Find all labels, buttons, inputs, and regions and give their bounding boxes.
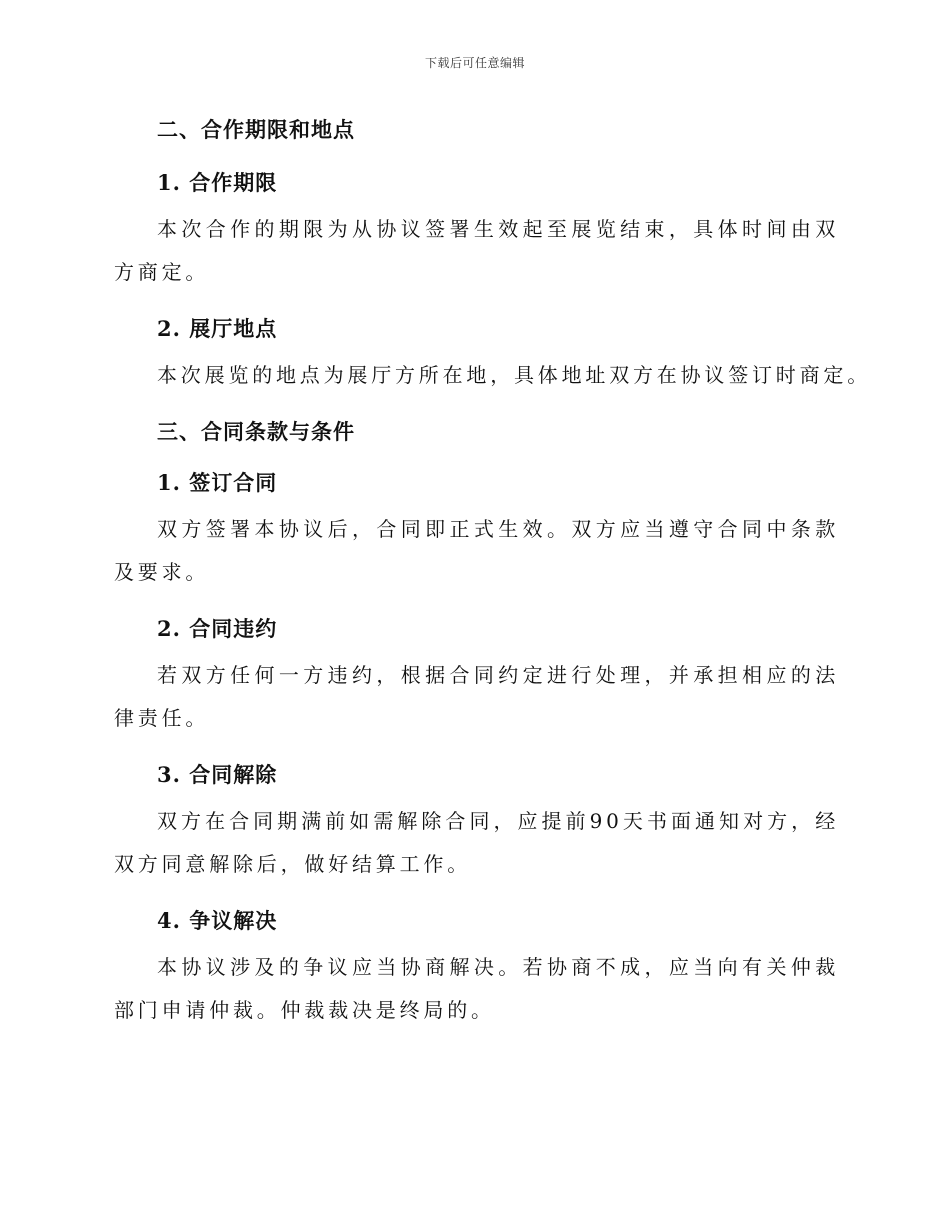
paragraph: 双方签署本协议后，合同即正式生效。双方应当遵守合同中条款及要求。	[114, 517, 839, 584]
section-heading: 三、合同条款与条件	[157, 419, 355, 444]
paragraph: 本次展览的地点为展厅方所在地，具体地址双方在协议签订时商定。	[157, 363, 871, 387]
subsection-heading: 2. 展厅地点	[157, 316, 278, 341]
subsection-heading: 4. 争议解决	[157, 908, 278, 933]
paragraph: 双方在合同期满前如需解除合同，应提前90天书面通知对方，经双方同意解除后，做好结算工作。	[114, 809, 839, 876]
subsection-heading: 1. 合作期限	[157, 170, 278, 195]
page-header: 下载后可任意编辑	[424, 56, 525, 70]
subsection-heading: 2. 合同违约	[157, 616, 278, 641]
section-heading: 二、合作期限和地点	[157, 117, 355, 142]
paragraph: 本次合作的期限为从协议签署生效起至展览结束，具体时间由双方商定。	[114, 217, 839, 284]
paragraph: 本协议涉及的争议应当协商解决。若协商不成，应当向有关仲裁部门申请仲裁。仲裁裁决是终局的。	[114, 955, 839, 1022]
paragraph: 若双方任何一方违约，根据合同约定进行处理，并承担相应的法律责任。	[114, 663, 839, 730]
subsection-heading: 1. 签订合同	[157, 470, 278, 495]
subsection-heading: 3. 合同解除	[157, 762, 278, 787]
